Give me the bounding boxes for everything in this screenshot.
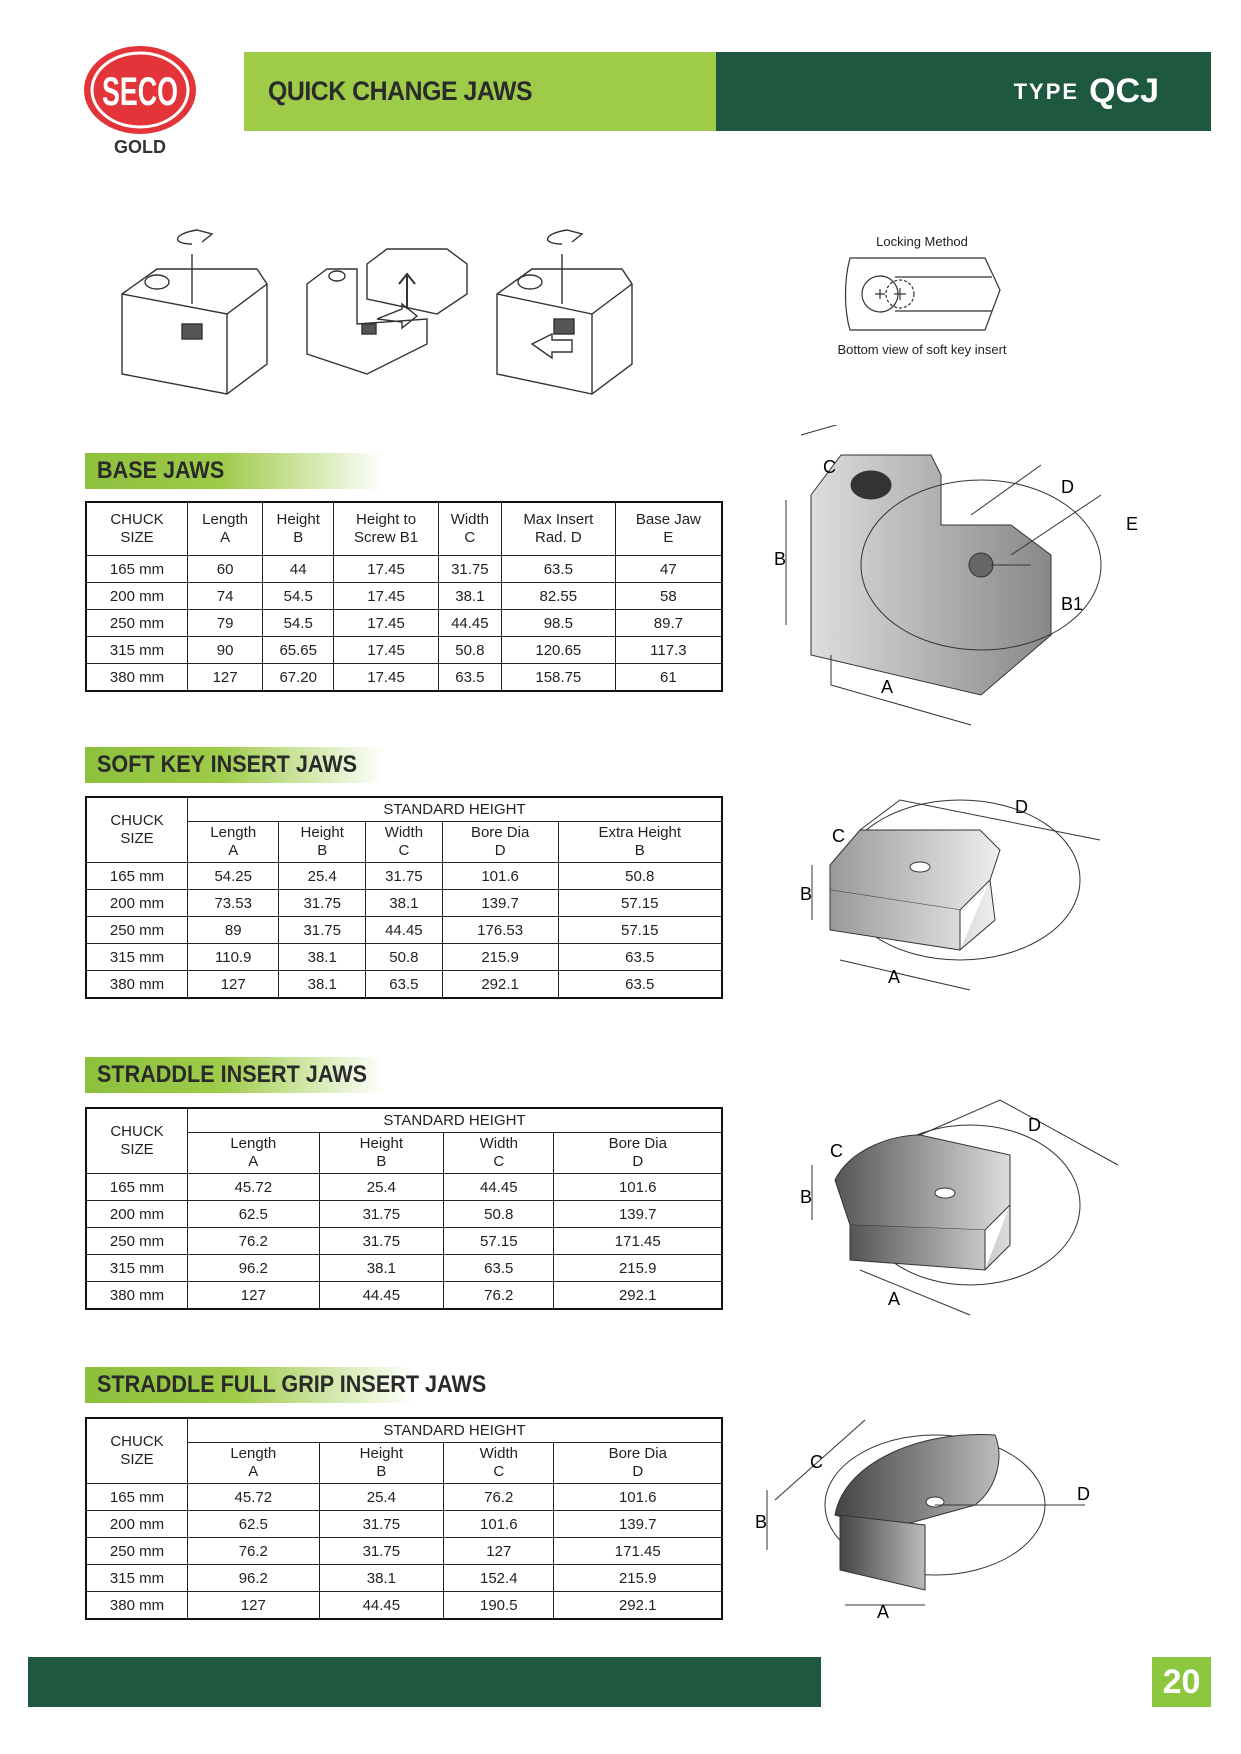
column-header xyxy=(442,822,558,863)
value-cell: 98.5 xyxy=(501,610,615,637)
table-row xyxy=(86,1565,722,1592)
column-header-line: A xyxy=(248,1153,259,1170)
value-cell: 17.45 xyxy=(334,610,439,637)
column-header xyxy=(188,1443,320,1484)
value-cell: 62.5 xyxy=(188,1511,320,1538)
value-cell: 76.2 xyxy=(188,1228,320,1255)
column-header-line: A xyxy=(228,842,239,859)
page-number: 20 xyxy=(1152,1657,1211,1707)
column-header-line: Height xyxy=(300,824,344,841)
table-row xyxy=(86,610,722,637)
value-cell: 31.75 xyxy=(366,863,443,890)
value-cell: 57.15 xyxy=(558,890,722,917)
value-cell: 171.45 xyxy=(554,1538,722,1565)
section-title-soft-key-insert-jaws: SOFT KEY INSERT JAWS xyxy=(85,747,385,783)
svg-text:A: A xyxy=(888,967,901,987)
chuck-size-cell: 380 mm xyxy=(86,1282,188,1310)
svg-text:C: C xyxy=(832,826,845,846)
column-header-line: SIZE xyxy=(120,830,154,847)
column-header xyxy=(554,1443,722,1484)
chuck-size-cell: 200 mm xyxy=(86,890,188,917)
jaw-illustration-2 xyxy=(307,249,467,374)
column-header-line: Height xyxy=(276,511,320,528)
column-header-line: C xyxy=(493,1153,505,1170)
value-cell: 25.4 xyxy=(319,1484,443,1511)
logo-sub-label: GOLD xyxy=(114,137,166,157)
column-header-line: SIZE xyxy=(120,1141,154,1158)
column-header-line: C xyxy=(398,842,410,859)
section-title-straddle-insert-jaws: STRADDLE INSERT JAWS xyxy=(85,1057,385,1093)
value-cell: 89 xyxy=(188,917,279,944)
table-row xyxy=(86,556,722,583)
value-cell: 90 xyxy=(188,637,263,664)
chuck-size-cell: 165 mm xyxy=(86,863,188,890)
locking-method-caption: Bottom view of soft key insert xyxy=(837,342,1007,357)
value-cell: 215.9 xyxy=(554,1565,722,1592)
type-label: TYPE xyxy=(1013,78,1080,104)
value-cell: 215.9 xyxy=(442,944,558,971)
table-row xyxy=(86,664,722,692)
column-header-line: Width xyxy=(479,1445,518,1462)
value-cell: 292.1 xyxy=(442,971,558,999)
value-cell: 127 xyxy=(188,664,263,692)
column-header-line: B xyxy=(317,842,328,859)
chuck-size-cell: 380 mm xyxy=(86,1592,188,1620)
column-header-line: CHUCK xyxy=(110,812,164,829)
value-cell: 117.3 xyxy=(615,637,722,664)
column-header-line: Height to xyxy=(356,511,417,528)
svg-text:C: C xyxy=(823,457,836,477)
chuck-size-cell: 165 mm xyxy=(86,1484,188,1511)
value-cell: 31.75 xyxy=(319,1201,443,1228)
chuck-size-cell: 165 mm xyxy=(86,1174,188,1201)
value-cell: 17.45 xyxy=(334,664,439,692)
column-header xyxy=(319,1133,443,1174)
chuck-size-cell: 380 mm xyxy=(86,664,188,692)
table-row xyxy=(86,890,722,917)
value-cell: 79 xyxy=(188,610,263,637)
column-header-line: SIZE xyxy=(120,529,154,546)
column-header-line: Length xyxy=(230,1135,277,1152)
column-header-line: Bore Dia xyxy=(608,1445,667,1462)
table-row xyxy=(86,1282,722,1310)
column-header xyxy=(188,1133,320,1174)
svg-text:D: D xyxy=(1061,477,1074,497)
table-row xyxy=(86,1201,722,1228)
column-header-line: A xyxy=(248,1463,259,1480)
value-cell: 96.2 xyxy=(188,1565,320,1592)
chuck-size-cell: 200 mm xyxy=(86,583,188,610)
straddle-full-grip-insert-jaws-table xyxy=(85,1417,723,1620)
svg-text:D: D xyxy=(1077,1484,1090,1504)
table-row xyxy=(86,971,722,999)
column-header xyxy=(554,1133,722,1174)
value-cell: 50.8 xyxy=(558,863,722,890)
value-cell: 127 xyxy=(188,971,279,999)
value-cell: 38.1 xyxy=(366,890,443,917)
jaw-illustration-1 xyxy=(122,230,267,394)
soft-key-insert-jaws-table xyxy=(85,796,723,999)
column-header-line: E xyxy=(663,529,674,546)
column-header xyxy=(86,502,188,556)
svg-text:B: B xyxy=(800,884,813,904)
value-cell: 101.6 xyxy=(554,1484,722,1511)
column-header xyxy=(86,797,188,863)
value-cell: 190.5 xyxy=(444,1592,554,1620)
header-row xyxy=(86,797,722,822)
value-cell: 44.45 xyxy=(366,917,443,944)
table-row xyxy=(86,944,722,971)
column-header xyxy=(444,1443,554,1484)
column-header-line: B xyxy=(293,529,304,546)
column-header-line: Rad. D xyxy=(534,529,582,546)
column-header-line: Base Jaw xyxy=(635,511,701,528)
table-row xyxy=(86,1484,722,1511)
value-cell: 139.7 xyxy=(442,890,558,917)
column-header xyxy=(558,822,722,863)
column-header-line: Bore Dia xyxy=(608,1135,667,1152)
header-type-bar xyxy=(716,52,1211,131)
value-cell: 31.75 xyxy=(319,1228,443,1255)
value-cell: 50.8 xyxy=(438,637,501,664)
table-row xyxy=(86,583,722,610)
chuck-size-cell: 165 mm xyxy=(86,556,188,583)
value-cell: 44 xyxy=(263,556,334,583)
svg-text:E: E xyxy=(1126,514,1139,534)
value-cell: 60 xyxy=(188,556,263,583)
svg-text:B: B xyxy=(755,1512,768,1532)
straddle-insert-jaws-table xyxy=(85,1107,723,1310)
value-cell: 54.5 xyxy=(263,610,334,637)
value-cell: 292.1 xyxy=(554,1592,722,1620)
value-cell: 215.9 xyxy=(554,1255,722,1282)
column-header-line: B xyxy=(376,1153,387,1170)
chuck-size-cell: 380 mm xyxy=(86,971,188,999)
header-row xyxy=(86,1418,722,1443)
jaw-illustration-3 xyxy=(497,230,632,394)
table-row xyxy=(86,863,722,890)
table-row xyxy=(86,1174,722,1201)
chuck-size-cell: 250 mm xyxy=(86,1538,188,1565)
value-cell: 45.72 xyxy=(188,1484,320,1511)
value-cell: 31.75 xyxy=(319,1511,443,1538)
group-header: STANDARD HEIGHT xyxy=(188,797,723,822)
type-code: QCJ xyxy=(1089,72,1159,110)
chuck-size-cell: 200 mm xyxy=(86,1511,188,1538)
value-cell: 101.6 xyxy=(444,1511,554,1538)
value-cell: 62.5 xyxy=(188,1201,320,1228)
value-cell: 63.5 xyxy=(438,664,501,692)
column-header xyxy=(444,1133,554,1174)
value-cell: 292.1 xyxy=(554,1282,722,1310)
column-header-line: C xyxy=(464,529,476,546)
straddle-full-grip-insert-jaw-diagram xyxy=(755,1390,1095,1630)
table-row xyxy=(86,1255,722,1282)
column-header-line: CHUCK xyxy=(110,1433,164,1450)
value-cell: 38.1 xyxy=(319,1565,443,1592)
value-cell: 54.25 xyxy=(188,863,279,890)
column-header-line: D xyxy=(632,1153,644,1170)
value-cell: 31.75 xyxy=(279,890,366,917)
column-header xyxy=(366,822,443,863)
table-row xyxy=(86,917,722,944)
value-cell: 82.55 xyxy=(501,583,615,610)
value-cell: 63.5 xyxy=(558,944,722,971)
value-cell: 57.15 xyxy=(558,917,722,944)
value-cell: 76.2 xyxy=(444,1282,554,1310)
column-header-line: Height xyxy=(359,1135,404,1152)
jaw-assembly-illustrations xyxy=(117,224,687,410)
column-header-line: Extra Height xyxy=(598,824,682,841)
chuck-size-cell: 250 mm xyxy=(86,917,188,944)
header-title-bar xyxy=(244,52,716,131)
value-cell: 63.5 xyxy=(558,971,722,999)
chuck-size-cell: 200 mm xyxy=(86,1201,188,1228)
value-cell: 158.75 xyxy=(501,664,615,692)
column-header xyxy=(334,502,439,556)
value-cell: 96.2 xyxy=(188,1255,320,1282)
value-cell: 127 xyxy=(188,1592,320,1620)
value-cell: 176.53 xyxy=(442,917,558,944)
value-cell: 74 xyxy=(188,583,263,610)
column-header xyxy=(501,502,615,556)
value-cell: 63.5 xyxy=(501,556,615,583)
value-cell: 152.4 xyxy=(444,1565,554,1592)
value-cell: 76.2 xyxy=(188,1538,320,1565)
value-cell: 47 xyxy=(615,556,722,583)
chuck-size-cell: 315 mm xyxy=(86,1255,188,1282)
column-header xyxy=(86,1418,188,1484)
column-header-line: Bore Dia xyxy=(470,824,530,841)
value-cell: 171.45 xyxy=(554,1228,722,1255)
value-cell: 67.20 xyxy=(263,664,334,692)
column-header xyxy=(615,502,722,556)
column-header-line: Width xyxy=(384,824,424,841)
value-cell: 17.45 xyxy=(334,637,439,664)
column-header-line: CHUCK xyxy=(110,1123,164,1140)
column-header-line: B xyxy=(376,1463,387,1480)
section-title-straddle-full-grip-insert-jaws: STRADDLE FULL GRIP INSERT JAWS xyxy=(85,1367,415,1403)
chuck-size-cell: 250 mm xyxy=(86,610,188,637)
group-header: STANDARD HEIGHT xyxy=(188,1418,723,1443)
chuck-size-cell: 315 mm xyxy=(86,637,188,664)
column-header xyxy=(188,822,279,863)
value-cell: 73.53 xyxy=(188,890,279,917)
page-title: QUICK CHANGE JAWS xyxy=(268,76,533,106)
table-row xyxy=(86,1592,722,1620)
svg-text:B: B xyxy=(774,549,787,569)
column-header-line: Length xyxy=(202,511,249,528)
value-cell: 38.1 xyxy=(319,1255,443,1282)
svg-text:C: C xyxy=(810,1452,823,1472)
value-cell: 25.4 xyxy=(279,863,366,890)
base-jaw-diagram xyxy=(771,425,1181,740)
value-cell: 65.65 xyxy=(263,637,334,664)
header-row xyxy=(86,1108,722,1133)
value-cell: 89.7 xyxy=(615,610,722,637)
value-cell: 58 xyxy=(615,583,722,610)
value-cell: 127 xyxy=(444,1538,554,1565)
value-cell: 38.1 xyxy=(279,971,366,999)
value-cell: 38.1 xyxy=(438,583,501,610)
value-cell: 57.15 xyxy=(444,1228,554,1255)
value-cell: 17.45 xyxy=(334,556,439,583)
column-header-line: Width xyxy=(479,1135,518,1152)
value-cell: 101.6 xyxy=(554,1174,722,1201)
base-jaws-table xyxy=(85,501,723,692)
value-cell: 110.9 xyxy=(188,944,279,971)
column-header-line: CHUCK xyxy=(110,511,164,528)
seco-gold-logo xyxy=(80,45,220,163)
value-cell: 139.7 xyxy=(554,1511,722,1538)
column-header xyxy=(438,502,501,556)
table-row xyxy=(86,1228,722,1255)
chuck-size-cell: 315 mm xyxy=(86,1565,188,1592)
column-header-line: SIZE xyxy=(120,1451,154,1468)
header-row xyxy=(86,502,722,556)
value-cell: 139.7 xyxy=(554,1201,722,1228)
column-header-line: D xyxy=(494,842,506,859)
svg-text:A: A xyxy=(888,1289,901,1309)
column-header-line: Length xyxy=(210,824,257,841)
value-cell: 120.65 xyxy=(501,637,615,664)
column-header-line: Screw B1 xyxy=(353,529,419,546)
value-cell: 50.8 xyxy=(366,944,443,971)
footer-bar xyxy=(28,1657,821,1707)
column-header-line: A xyxy=(220,529,231,546)
value-cell: 63.5 xyxy=(366,971,443,999)
svg-text:A: A xyxy=(877,1602,890,1622)
value-cell: 50.8 xyxy=(444,1201,554,1228)
svg-text:A: A xyxy=(881,677,894,697)
group-header: STANDARD HEIGHT xyxy=(188,1108,723,1133)
column-header xyxy=(86,1108,188,1174)
column-header xyxy=(188,502,263,556)
column-header xyxy=(319,1443,443,1484)
value-cell: 44.45 xyxy=(438,610,501,637)
section-title-base-jaws: BASE JAWS xyxy=(85,453,385,489)
value-cell: 31.75 xyxy=(319,1538,443,1565)
chuck-size-cell: 250 mm xyxy=(86,1228,188,1255)
svg-text:B1: B1 xyxy=(1061,594,1084,614)
column-header-line: Max Insert xyxy=(523,511,594,528)
value-cell: 25.4 xyxy=(319,1174,443,1201)
locking-method-diagram xyxy=(840,255,1005,335)
svg-text:C: C xyxy=(830,1141,843,1161)
column-header-line: B xyxy=(634,842,645,859)
value-cell: 76.2 xyxy=(444,1484,554,1511)
column-header-line: Length xyxy=(230,1445,277,1462)
column-header-line: C xyxy=(493,1463,505,1480)
locking-method-title: Locking Method xyxy=(876,234,968,249)
value-cell: 63.5 xyxy=(444,1255,554,1282)
straddle-insert-jaw-diagram xyxy=(800,1095,1140,1325)
column-header xyxy=(279,822,366,863)
value-cell: 45.72 xyxy=(188,1174,320,1201)
svg-text:SECO: SECO xyxy=(102,70,178,114)
svg-text:D: D xyxy=(1015,797,1028,817)
table-row xyxy=(86,1538,722,1565)
value-cell: 44.45 xyxy=(444,1174,554,1201)
value-cell: 31.75 xyxy=(279,917,366,944)
table-row xyxy=(86,637,722,664)
chuck-size-cell: 315 mm xyxy=(86,944,188,971)
value-cell: 31.75 xyxy=(438,556,501,583)
value-cell: 61 xyxy=(615,664,722,692)
value-cell: 44.45 xyxy=(319,1592,443,1620)
table-row xyxy=(86,1511,722,1538)
svg-text:D: D xyxy=(1028,1115,1041,1135)
svg-text:B: B xyxy=(800,1187,813,1207)
value-cell: 44.45 xyxy=(319,1282,443,1310)
value-cell: 54.5 xyxy=(263,583,334,610)
column-header-line: Width xyxy=(450,511,490,528)
column-header-line: Height xyxy=(359,1445,404,1462)
value-cell: 38.1 xyxy=(279,944,366,971)
value-cell: 17.45 xyxy=(334,583,439,610)
value-cell: 127 xyxy=(188,1282,320,1310)
column-header xyxy=(263,502,334,556)
value-cell: 101.6 xyxy=(442,863,558,890)
column-header-line: D xyxy=(632,1463,644,1480)
soft-key-insert-jaw-diagram xyxy=(800,780,1140,1005)
